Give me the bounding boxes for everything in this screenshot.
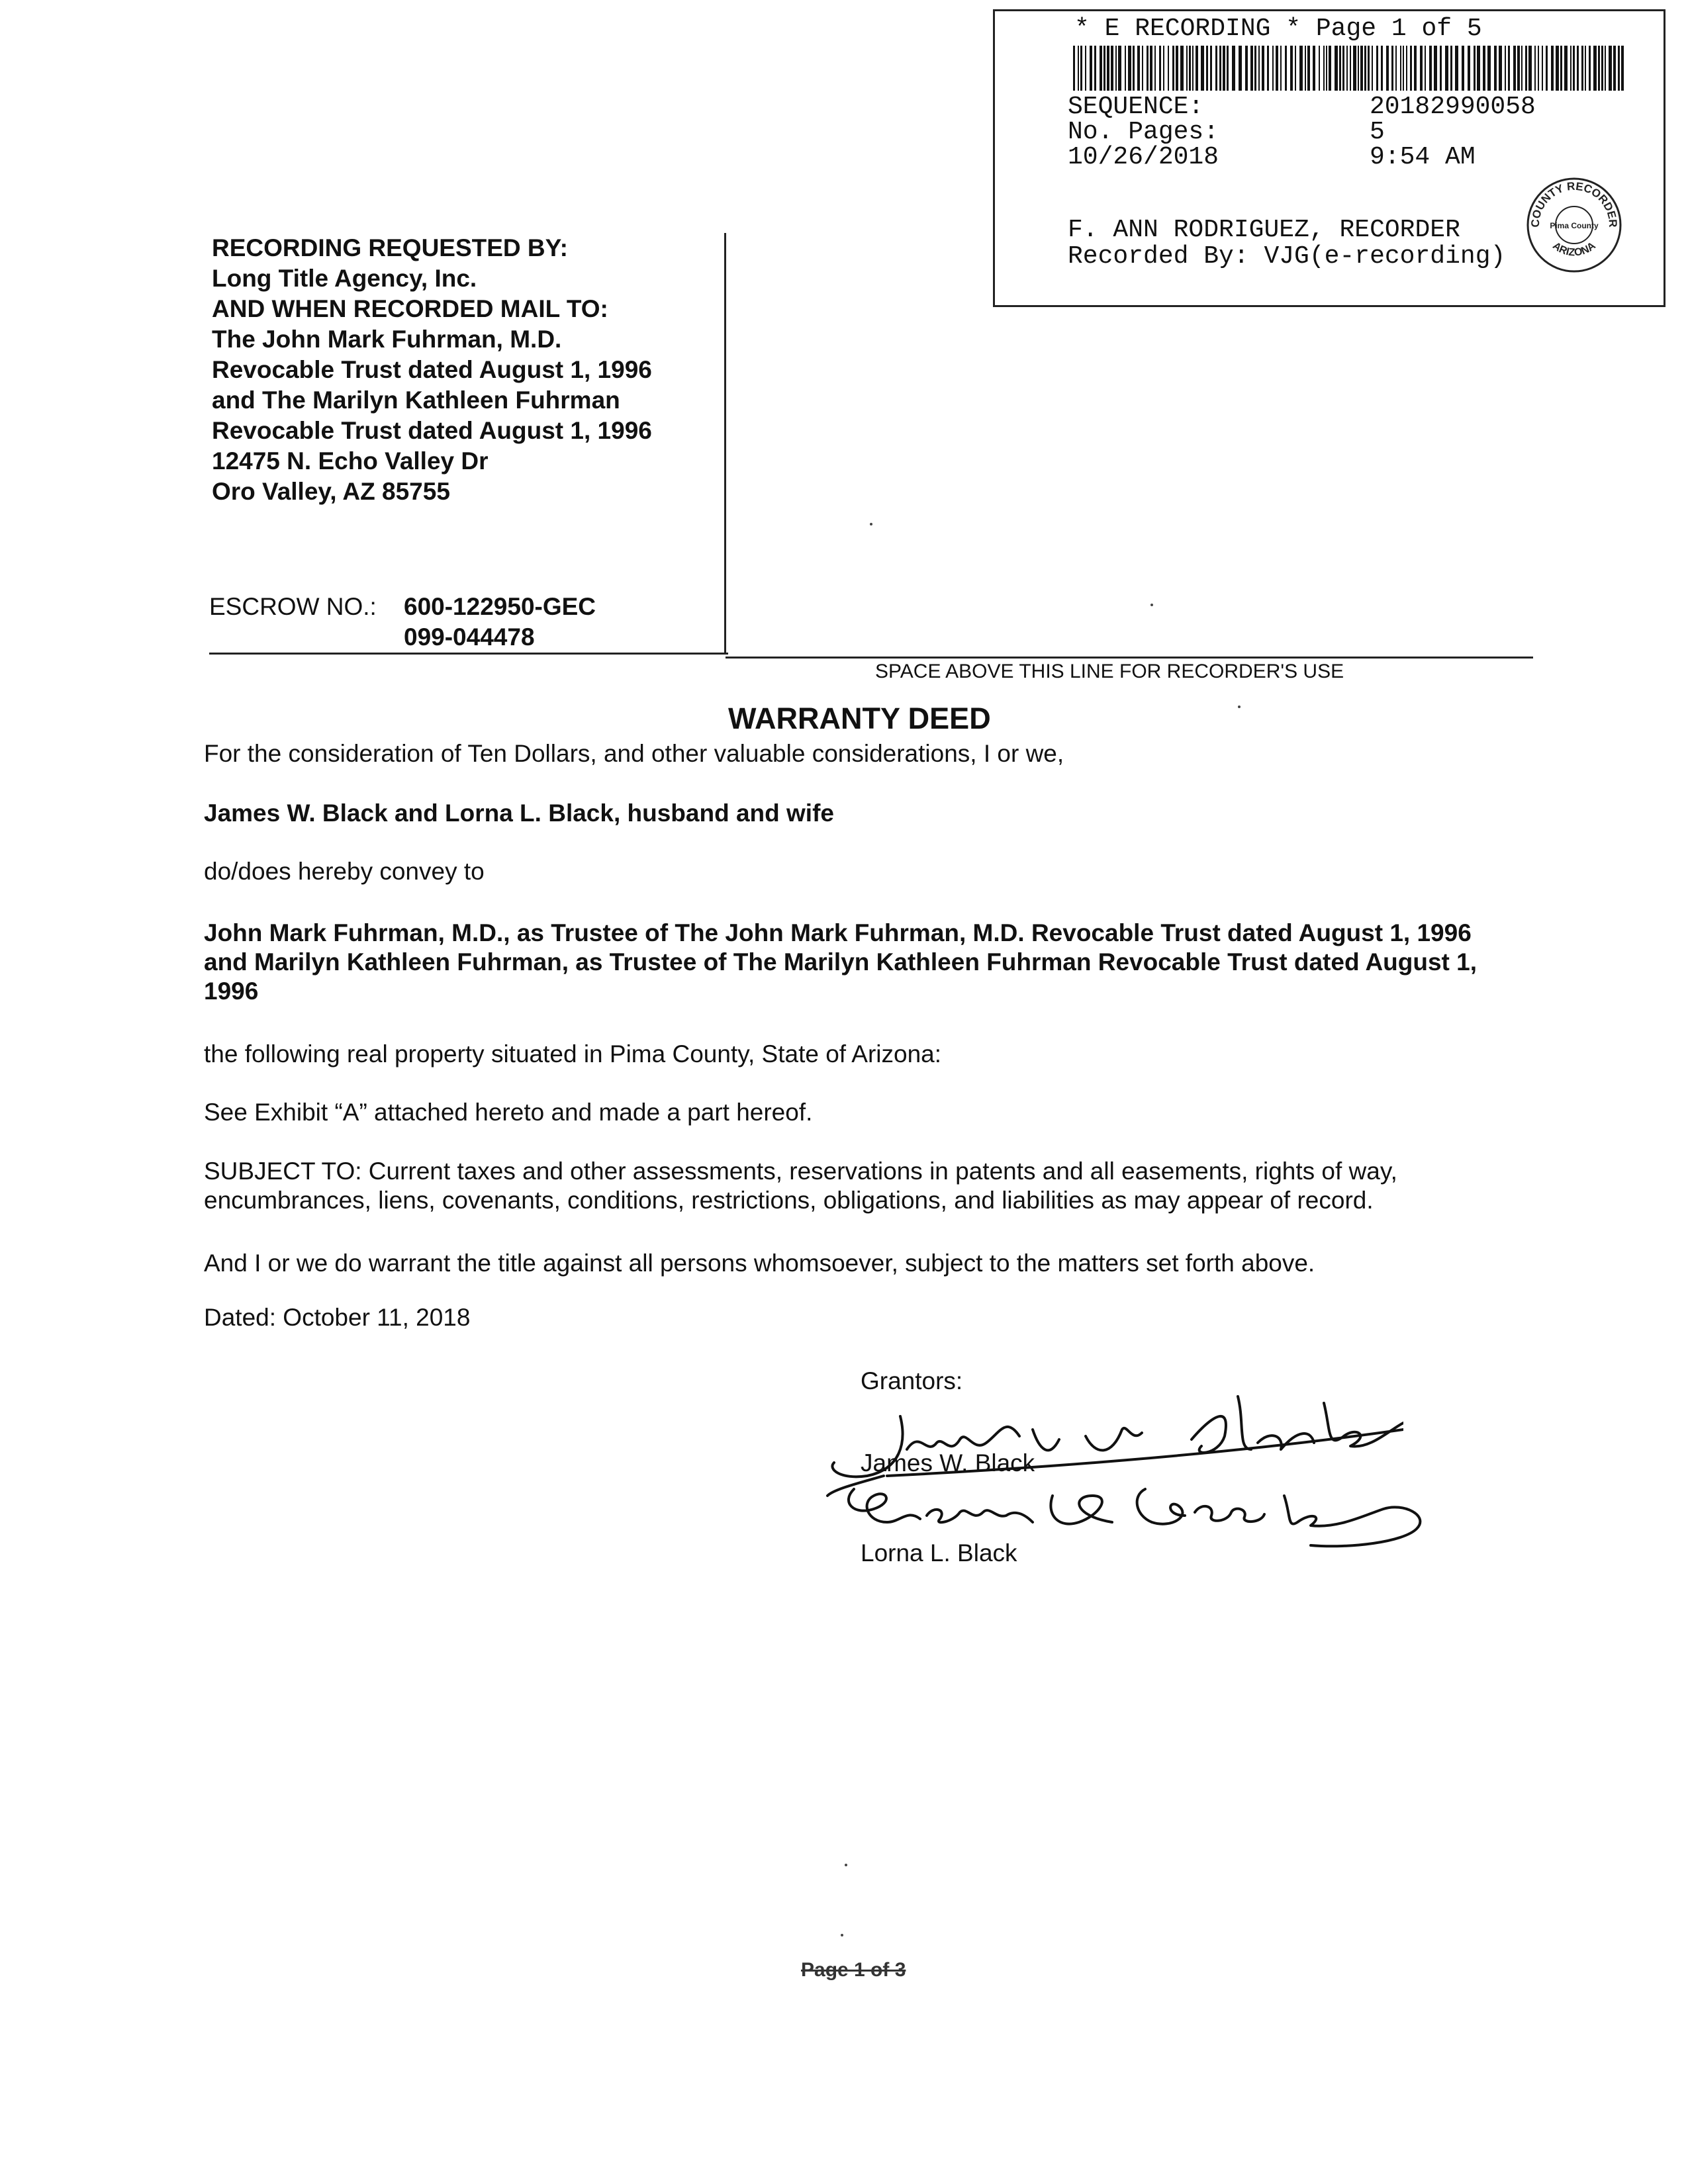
stamp-sequence-value: 20182990058: [1370, 93, 1536, 121]
barcode-bar: [1403, 46, 1404, 91]
barcode-bar: [1210, 46, 1212, 91]
barcode-bar: [1125, 46, 1126, 91]
barcode-bar: [1250, 46, 1253, 91]
signer-2-name: Lorna L. Black: [861, 1539, 1017, 1567]
signer-1-name: James W. Black: [861, 1449, 1035, 1477]
consideration-text: For the consideration of Ten Dollars, and other valuable considerations, I or we,: [204, 740, 1064, 767]
barcode-bar: [1585, 46, 1586, 91]
barcode-bar: [1267, 46, 1269, 91]
barcode-bar: [1364, 46, 1366, 91]
barcode-bar: [1598, 46, 1600, 91]
barcode-bar: [1368, 46, 1370, 91]
barcode-bar: [1462, 46, 1464, 91]
barcode-bar: [1474, 46, 1476, 91]
header-divider: [724, 233, 726, 654]
barcode-bar: [1313, 46, 1315, 91]
barcode-bar: [1410, 46, 1412, 91]
barcode-bar: [1589, 46, 1591, 91]
barcode-bar: [1414, 46, 1417, 91]
barcode-bar: [1196, 46, 1198, 91]
barcode-bar: [1609, 46, 1612, 91]
barcode-bar: [1107, 46, 1109, 91]
barcode-bar: [1206, 46, 1208, 91]
mail-to-line: 12475 N. Echo Valley Dr: [212, 447, 489, 475]
barcode-bar: [1258, 46, 1260, 91]
barcode-bar: [1601, 46, 1603, 91]
barcode-bar: [1350, 46, 1351, 91]
mail-to-line: Revocable Trust dated August 1, 1996: [212, 356, 652, 383]
barcode-bar: [1406, 46, 1407, 91]
barcode-bar: [1186, 46, 1188, 91]
barcode-bar: [1094, 46, 1096, 91]
barcode-bar: [1556, 46, 1559, 91]
barcode-bar: [1618, 46, 1620, 91]
barcode-bar: [1573, 46, 1575, 91]
barcode-bar: [1342, 46, 1344, 91]
barcode-bar: [1434, 46, 1437, 91]
barcode-bar: [1339, 46, 1341, 91]
grantee-names: John Mark Fuhrman, M.D., as Trustee of The John Mark Fuhrman, M.D. Revocable Trust dated August 1, 1996 and Marilyn Kathleen Fuhrman, as Trustee of The Marilyn Kathleen Fuhrman Revocable Trust dated August 1, 1996: [204, 919, 1477, 1005]
barcode-bar: [1192, 46, 1194, 91]
barcode-bar: [1521, 46, 1523, 91]
barcode-bar: [1420, 46, 1423, 91]
barcode-bar: [1299, 46, 1303, 91]
seal-text-bottom: ARIZONA: [1550, 240, 1598, 259]
convey-text: do/does hereby convey to: [204, 858, 485, 885]
barcode-bar: [1528, 46, 1532, 91]
barcode-bar: [1201, 46, 1204, 91]
barcode-bar: [1468, 46, 1470, 91]
document-title: WARRANTY DEED: [728, 702, 991, 735]
barcode-bar: [1372, 46, 1373, 91]
barcode-bar: [1499, 46, 1502, 91]
stamp-pages-label: No. Pages:: [1068, 118, 1219, 146]
barcode-bar: [1272, 46, 1274, 91]
barcode-bar: [1360, 46, 1363, 91]
seal-text-top: COUNTY RECORDER: [1528, 179, 1620, 228]
barcode-bar: [1090, 46, 1092, 91]
warrant-text: And I or we do warrant the title against all persons whomsoever, subject to the matters set forth above.: [204, 1250, 1315, 1277]
barcode-bar: [1168, 46, 1169, 91]
barcode-bar: [1115, 46, 1117, 91]
barcode-bar: [1386, 46, 1389, 91]
subject-to-text: SUBJECT TO: Current taxes and other assessments, reservations in patents and all easements, rights of way, encumbrances, liens, covenants, conditions, restrictions, obligations, and liabilities as may appear of record.: [204, 1158, 1397, 1214]
barcode-bar: [1508, 46, 1510, 91]
barcode-bar: [1239, 46, 1242, 91]
barcode-bar: [1305, 46, 1306, 91]
barcode-bar: [1154, 46, 1156, 91]
barcode-bar: [1232, 46, 1235, 91]
barcode-bar: [1487, 46, 1491, 91]
barcode-bar: [1073, 46, 1075, 91]
barcode-bar: [1429, 46, 1432, 91]
barcode-bar: [1111, 46, 1113, 91]
barcode-bar: [1593, 46, 1597, 91]
mail-to-line: Revocable Trust dated August 1, 1996: [212, 417, 652, 444]
barcode-bar: [1395, 46, 1397, 91]
barcode-bar: [1577, 46, 1579, 91]
barcode-bar: [1254, 46, 1256, 91]
stamp-recorded-by: Recorded By: VJG(e-recording): [1068, 242, 1506, 271]
barcode-bar: [1621, 46, 1624, 91]
barcode-bar: [1505, 46, 1506, 91]
barcode-bar: [1227, 46, 1229, 91]
barcode-bar: [1215, 46, 1217, 91]
barcode-bar: [1335, 46, 1338, 91]
barcode-bar: [1176, 46, 1178, 91]
barcode-bar: [1560, 46, 1562, 91]
barcode-bar: [1570, 46, 1571, 91]
barcode-bar: [1180, 46, 1184, 91]
escrow-number: 600-122950-GEC: [404, 593, 596, 620]
mail-to-line: Oro Valley, AZ 85755: [212, 478, 450, 505]
stamp-time: 9:54 AM: [1370, 143, 1476, 171]
barcode: [1073, 46, 1626, 91]
barcode-bar: [1391, 46, 1393, 91]
grantors-label: Grantors:: [861, 1367, 963, 1394]
exhibit-text: See Exhibit “A” attached hereto and made a part hereof.: [204, 1099, 813, 1126]
barcode-bar: [1285, 46, 1287, 91]
barcode-bar: [1319, 46, 1320, 91]
escrow-number-2: 099-044478: [404, 623, 535, 651]
barcode-bar: [1525, 46, 1527, 91]
barcode-bar: [1223, 46, 1225, 91]
barcode-bar: [1613, 46, 1616, 91]
barcode-bar: [1280, 46, 1282, 91]
scan-speck: [1238, 705, 1241, 708]
barcode-bar: [1147, 46, 1149, 91]
barcode-bar: [1564, 46, 1568, 91]
scan-speck: [841, 1934, 843, 1936]
stamp-recorder: F. ANN RODRIGUEZ, RECORDER: [1068, 216, 1460, 244]
barcode-bar: [1290, 46, 1293, 91]
scan-speck: [1150, 604, 1153, 606]
barcode-bar: [1118, 46, 1121, 91]
barcode-bar: [1219, 46, 1221, 91]
recorder-stamp: [993, 9, 1665, 307]
recorder-use-rule: [726, 657, 1533, 659]
barcode-bar: [1326, 46, 1327, 91]
barcode-bar: [1542, 46, 1543, 91]
barcode-bar: [1538, 46, 1539, 91]
barcode-bar: [1381, 46, 1383, 91]
mail-to-label: AND WHEN RECORDED MAIL TO:: [212, 295, 608, 322]
header-bottom-rule: [209, 653, 728, 655]
barcode-bar: [1163, 46, 1164, 91]
stamp-pages-value: 5: [1370, 118, 1385, 146]
barcode-bar: [1103, 46, 1105, 91]
barcode-bar: [1307, 46, 1310, 91]
barcode-bar: [1276, 46, 1278, 91]
barcode-bar: [1581, 46, 1583, 91]
barcode-bar: [1100, 46, 1102, 91]
barcode-bar: [1133, 46, 1135, 91]
barcode-bar: [1513, 46, 1516, 91]
escrow-label: ESCROW NO.:: [209, 593, 377, 620]
requested-by: Long Title Agency, Inc.: [212, 265, 477, 292]
barcode-bar: [1546, 46, 1548, 91]
barcode-bar: [1445, 46, 1448, 91]
barcode-bar: [1159, 46, 1161, 91]
barcode-bar: [1605, 46, 1606, 91]
barcode-bar: [1150, 46, 1152, 91]
stamp-sequence-label: SEQUENCE:: [1068, 93, 1204, 121]
barcode-bar: [1172, 46, 1174, 91]
barcode-bar: [1440, 46, 1442, 91]
stamp-recording-line: * E RECORDING * Page 1 of 5: [1074, 15, 1482, 43]
barcode-bar: [1477, 46, 1480, 91]
barcode-bar: [1142, 46, 1143, 91]
seal-center-text: Pima County: [1550, 221, 1599, 230]
scan-speck: [870, 523, 872, 525]
barcode-bar: [1358, 46, 1359, 91]
barcode-bar: [1353, 46, 1356, 91]
barcode-bar: [1450, 46, 1452, 91]
dated-text: Dated: October 11, 2018: [204, 1304, 471, 1331]
stamp-date: 10/26/2018: [1068, 143, 1219, 171]
barcode-bar: [1078, 46, 1079, 91]
scan-speck: [845, 1864, 847, 1866]
barcode-bar: [1551, 46, 1554, 91]
barcode-bar: [1494, 46, 1497, 91]
recorder-use-note: SPACE ABOVE THIS LINE FOR RECORDER'S USE: [875, 660, 1344, 682]
barcode-bar: [1534, 46, 1536, 91]
barcode-bar: [1483, 46, 1485, 91]
barcode-bar: [1346, 46, 1348, 91]
barcode-bar: [1323, 46, 1325, 91]
barcode-bar: [1085, 46, 1086, 91]
barcode-bar: [1376, 46, 1378, 91]
barcode-bar: [1137, 46, 1140, 91]
barcode-bar: [1128, 46, 1131, 91]
barcode-bar: [1262, 46, 1264, 91]
barcode-bar: [1329, 46, 1331, 91]
mail-to-line: The John Mark Fuhrman, M.D.: [212, 326, 562, 353]
property-text: the following real property situated in Pima County, State of Arizona:: [204, 1040, 942, 1068]
mail-to-line: and The Marilyn Kathleen Fuhrman: [212, 387, 620, 414]
barcode-bar: [1080, 46, 1082, 91]
barcode-bar: [1517, 46, 1520, 91]
barcode-bar: [1245, 46, 1248, 91]
svg-text:ARIZONA: [1550, 240, 1598, 259]
county-recorder-seal: [1524, 175, 1624, 275]
barcode-bar: [1189, 46, 1191, 91]
barcode-bar: [1425, 46, 1426, 91]
page-number: Page 1 of 3: [801, 1959, 906, 1981]
requested-by-label: RECORDING REQUESTED BY:: [212, 234, 568, 261]
barcode-bar: [1295, 46, 1296, 91]
barcode-bar: [1455, 46, 1458, 91]
barcode-bar: [1400, 46, 1401, 91]
grantor-names: James W. Black and Lorna L. Black, husband and wife: [204, 799, 834, 827]
